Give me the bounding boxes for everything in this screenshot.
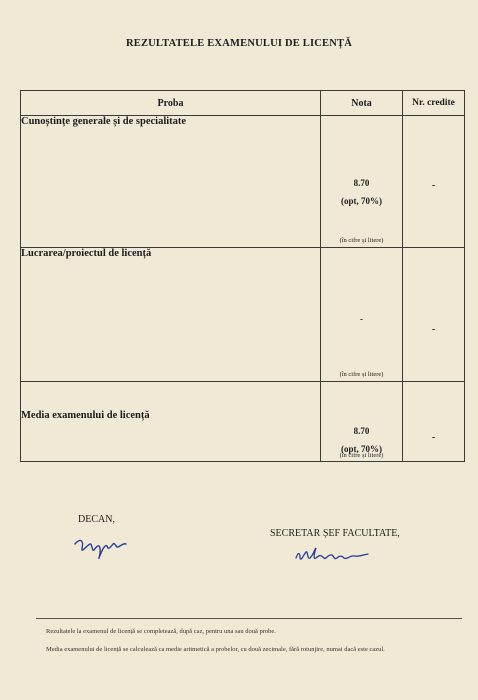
nota-cell <box>321 116 403 248</box>
nota-words: (opt, 70%) <box>341 196 382 206</box>
row-label: Media examenului de licență <box>21 382 321 462</box>
credite-value: - <box>431 324 436 335</box>
page-title: REZULTATELE EXAMENULUI DE LICENȚĂ <box>125 38 353 49</box>
nota-value: 8.70 <box>353 178 370 188</box>
nota-hint: (în cifre și litere) <box>339 371 384 378</box>
credite-cell <box>403 382 465 462</box>
row-label: Cunoștințe generale și de specialitate <box>21 116 321 248</box>
header-proba: Proba <box>21 91 321 116</box>
credite-cell <box>403 116 465 248</box>
table-row <box>21 248 465 382</box>
exam-results-table <box>20 90 465 462</box>
dean-label: DECAN, <box>78 514 115 525</box>
nota-value: 8.70 <box>353 426 370 436</box>
dean-signature-icon <box>72 532 128 562</box>
nota-hint: (în cifre și litere) <box>339 237 384 244</box>
nota-cell <box>321 382 403 462</box>
credite-cell <box>403 248 465 382</box>
table-row <box>21 116 465 248</box>
row-label: Lucrarea/proiectul de licență <box>21 248 321 382</box>
nota-cell <box>321 248 403 382</box>
credite-value: - <box>431 180 436 191</box>
header-nota: Nota <box>321 91 403 116</box>
footer-divider <box>36 618 462 619</box>
table-header-row <box>21 91 465 116</box>
table-row <box>21 382 465 462</box>
footnote-1: Rezultatele la examenul de licență se completează, după caz, pentru una sau două probe. <box>46 628 276 635</box>
footnote-2: Media examenului de licență se calculează ca medie aritmetică a probelor, cu două zecimale, fără rotunjire, numai dacă este cazul. <box>46 646 385 653</box>
nota-value: - <box>360 314 363 324</box>
credite-value: - <box>431 432 436 443</box>
secretary-label: SECRETAR ȘEF FACULTATE, <box>270 528 400 539</box>
secretary-signature-icon <box>292 542 370 566</box>
nota-words: (opt, 70%) <box>341 444 382 454</box>
nota-hint: (în cifre și litere) <box>339 452 384 459</box>
header-credite: Nr. credite <box>403 91 465 116</box>
